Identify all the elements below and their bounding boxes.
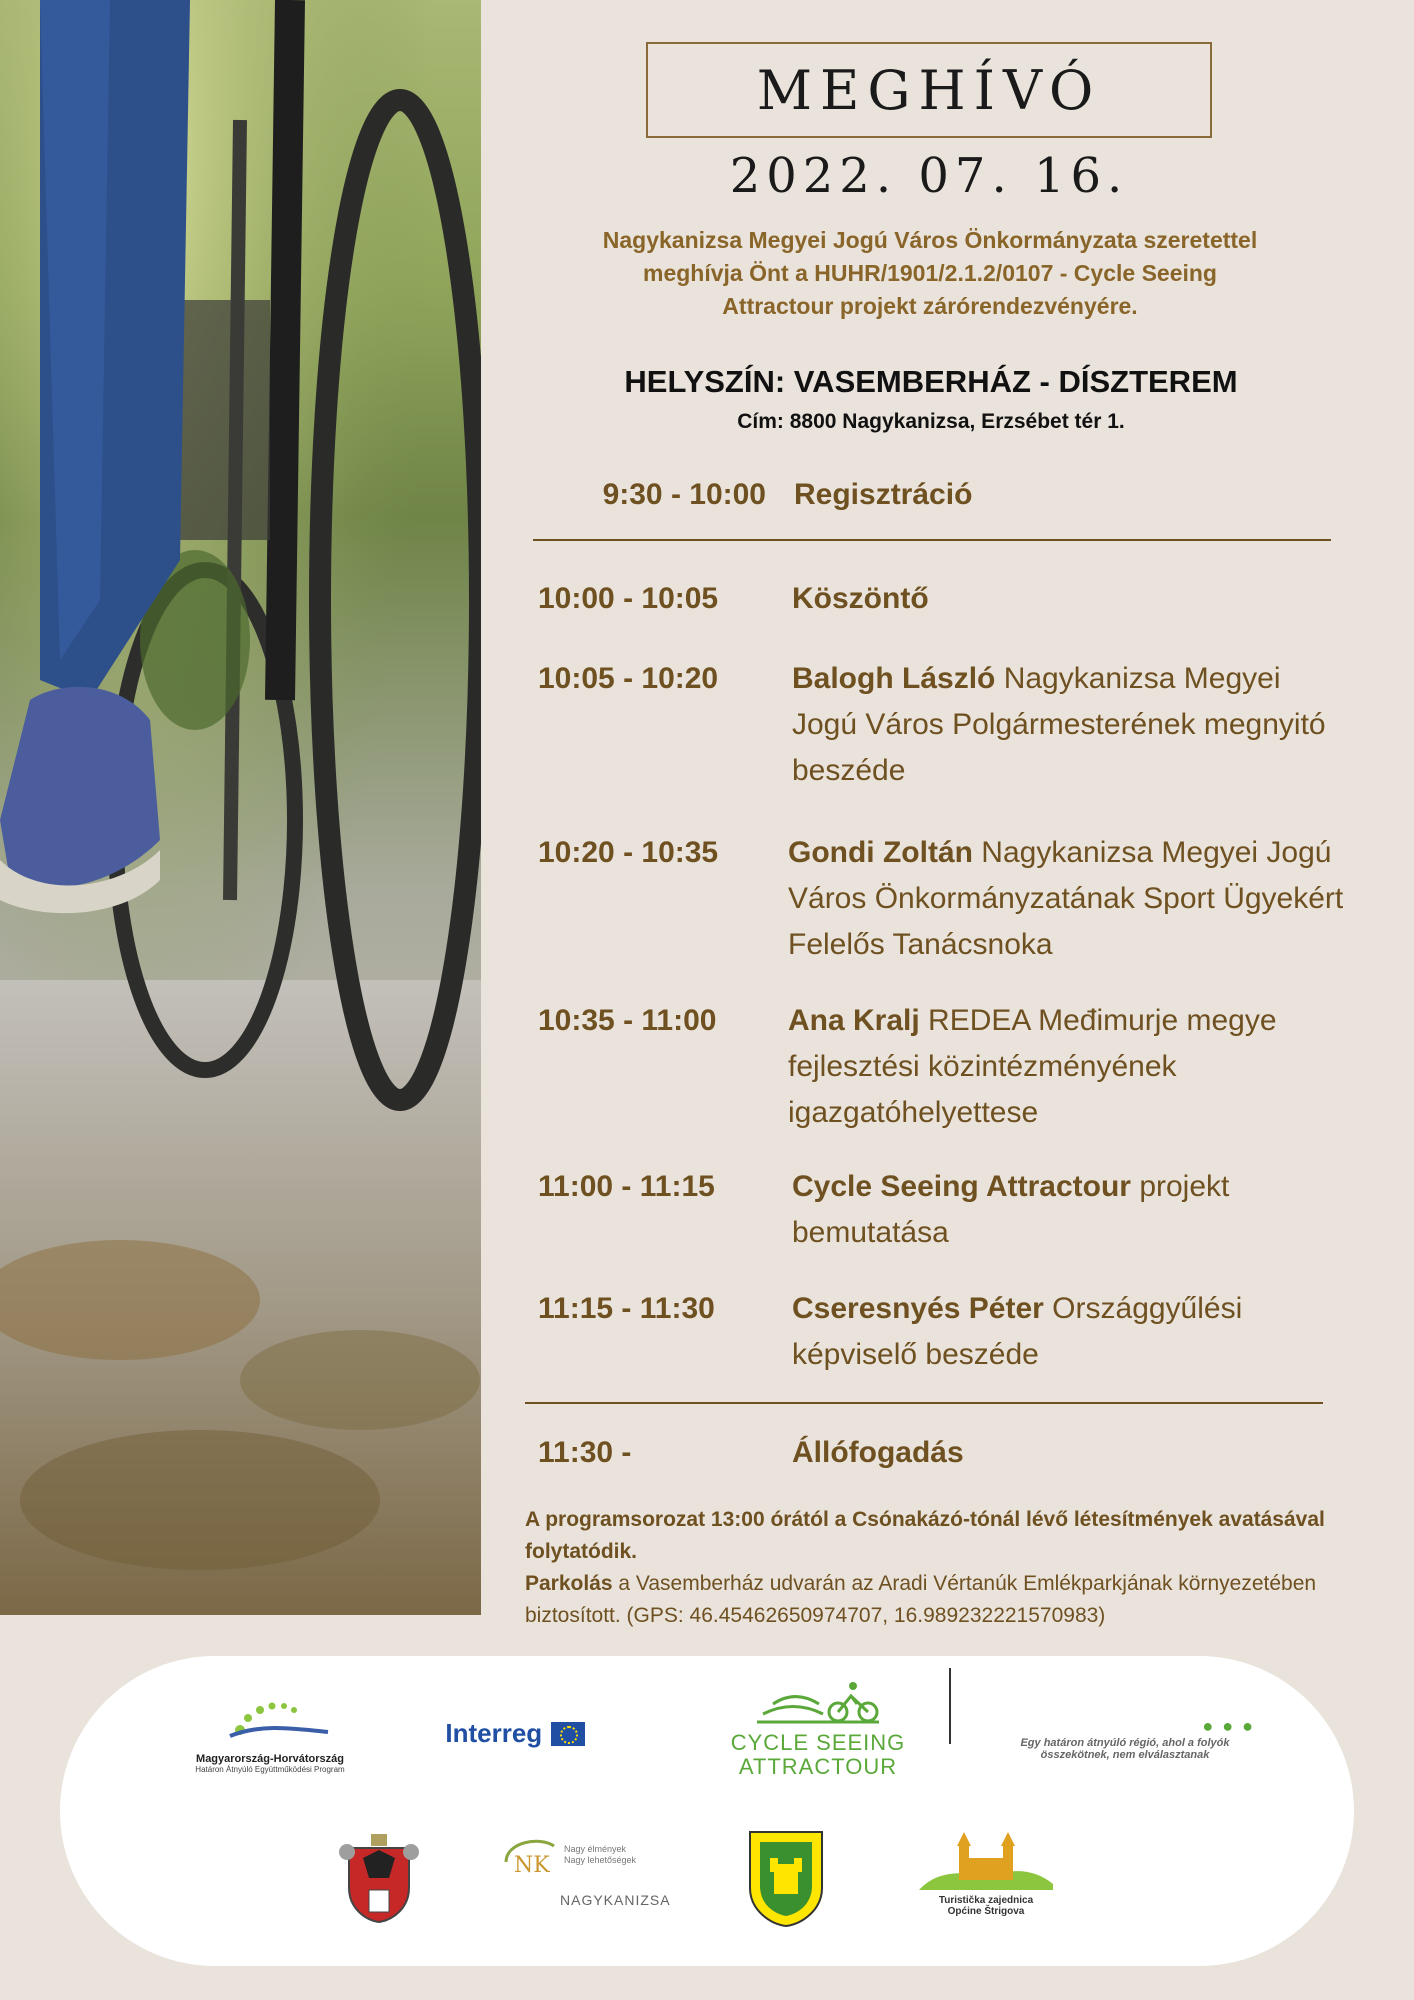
programme-slogan [995, 1716, 1255, 1761]
schedule-name: Köszöntő [792, 582, 929, 615]
schedule-desc [794, 472, 1354, 518]
eagle-crest-icon [333, 1828, 425, 1924]
venue-address: Cím: 8800 Nagykanizsa, Erzsébet tér 1. [737, 410, 1125, 433]
schedule-name: Ana Kralj [788, 1004, 920, 1037]
hu-hr-swoosh-icon [210, 1696, 330, 1748]
nk-tagline [564, 1844, 674, 1866]
schedule-text: Országgyűlési képviselő beszéde [792, 1292, 1243, 1371]
parking-note [525, 1568, 1405, 1632]
hu-hr-programme-logo [170, 1696, 370, 1774]
church-hills-icon [919, 1828, 1053, 1890]
nk-tagline-line2: Nagy lehetőségek [564, 1855, 637, 1865]
schedule-time: 10:35 - 11:00 [538, 1004, 717, 1037]
footer-note [525, 1504, 1405, 1632]
divider [533, 539, 1331, 541]
partner-logos [60, 1656, 1354, 1966]
divider [525, 1402, 1323, 1404]
schedule-desc [792, 576, 1352, 622]
invitation-page [481, 0, 1414, 1650]
time-text: 9:30 - 10:00 [602, 478, 766, 511]
schedule-time: 11:30 - [538, 1436, 632, 1469]
event-date: 2022. 07. 16. [729, 148, 1129, 204]
schedule-desc [788, 998, 1348, 1136]
nk-wordmark: NAGYKANIZSA [560, 1892, 671, 1908]
schedule-name: Gondi Zoltán [788, 836, 973, 869]
slogan-line2: összekötnek, nem elválasztanak [1040, 1749, 1210, 1761]
cycle-logo-line2: ATTRACTOUR [738, 1754, 898, 1779]
slogan-line1: Egy határon átnyúló régió, ahol a folyók [1020, 1737, 1230, 1749]
schedule-name: Állófogadás [792, 1436, 964, 1469]
interreg-logo [425, 1718, 605, 1749]
cycle-seeing-attractour-logo [708, 1674, 928, 1779]
intro-line: Attractour projekt zárórendezvényére. [722, 293, 1138, 319]
schedule-name: Cycle Seeing Attractour [792, 1170, 1131, 1203]
cyclist-photo [0, 0, 481, 1615]
schedule-text: projekt bemutatása [792, 1170, 1230, 1249]
schedule-name: Regisztráció [794, 478, 973, 511]
tz-line2: Općine Štrigova [947, 1906, 1025, 1917]
nk-monogram-icon [500, 1832, 560, 1882]
eu-flag-icon [551, 1722, 585, 1746]
schedule-desc [792, 656, 1352, 794]
hu-hr-subtitle: Határon Átnyúló Együttműködési Program [195, 1765, 345, 1774]
venue-heading: HELYSZÍN: VASEMBERHÁZ - DÍSZTEREM [624, 364, 1238, 399]
cyclist-wave-icon [753, 1674, 883, 1726]
schedule-time: 10:20 - 10:35 [538, 836, 719, 869]
cyclist-illustration [0, 0, 481, 1615]
schedule-time: 10:05 - 10:20 [538, 662, 719, 695]
coat-of-arms-nagykanizsa-icon [746, 1828, 826, 1928]
title-frame [646, 42, 1212, 138]
schedule-desc [788, 830, 1378, 968]
intro-line: meghívja Önt a HUHR/1901/2.1.2/0107 - Cycle Seeing [643, 260, 1217, 286]
nk-tagline-line1: Nagy élmények [564, 1844, 627, 1854]
interreg-wordmark: Interreg [445, 1718, 543, 1748]
program-note-text: A programsorozat 13:00 órától a Csónakázó-tónál lévő létesítmények avatásával folytatódik. [525, 1508, 1325, 1563]
schedule-time: 10:00 - 10:05 [538, 582, 719, 615]
page-title: MEGHÍVÓ [756, 59, 1102, 122]
schedule-desc [792, 1430, 1352, 1476]
intro-line: Nagykanizsa Megyei Jogú Város Önkormányzata szeretettel [602, 227, 1258, 253]
schedule-time: 11:00 - 11:15 [538, 1170, 715, 1203]
svg-text:NK: NK [514, 1853, 550, 1878]
logo-divider [949, 1668, 951, 1744]
intro-text [571, 224, 1289, 323]
schedule-desc [792, 1286, 1352, 1378]
schedule-desc [792, 1164, 1352, 1256]
parking-label: Parkolás [525, 1572, 613, 1595]
tz-line1: Turistička zajednica [938, 1895, 1034, 1906]
schedule-text: Nagykanizsa Megyei Jogú Város Polgármesterének megnyitó beszéde [792, 662, 1326, 787]
schedule-text: Nagykanizsa Megyei Jogú Város Önkormányzatának Sport Ügyekért Felelős Tanácsnoka [788, 836, 1344, 961]
schedule-text: REDEA Međimurje megye fejlesztési közintézményének igazgatóhelyettese [788, 1004, 1277, 1129]
turisticka-zajednica-logo [916, 1828, 1056, 1917]
slogan-dots-icon: ● ● ● [1202, 1716, 1255, 1736]
schedule-name: Cseresnyés Péter [792, 1292, 1044, 1325]
cycle-logo-line1: CYCLE SEEING [730, 1730, 906, 1755]
hu-hr-title: Magyarország-Horvátország [196, 1753, 344, 1765]
program-note [525, 1504, 1405, 1568]
coat-of-arms-strigova-icon [333, 1828, 425, 1924]
schedule-time: 11:15 - 11:30 [538, 1292, 715, 1325]
castle-crest-icon [746, 1828, 826, 1928]
parking-text: a Vasemberház udvarán az Aradi Vértanúk Emlékparkjának környezetében biztosított. (GPS: 46.45462650974707, 16.989232221570983) [525, 1572, 1317, 1627]
schedule-name: Balogh László [792, 662, 996, 695]
